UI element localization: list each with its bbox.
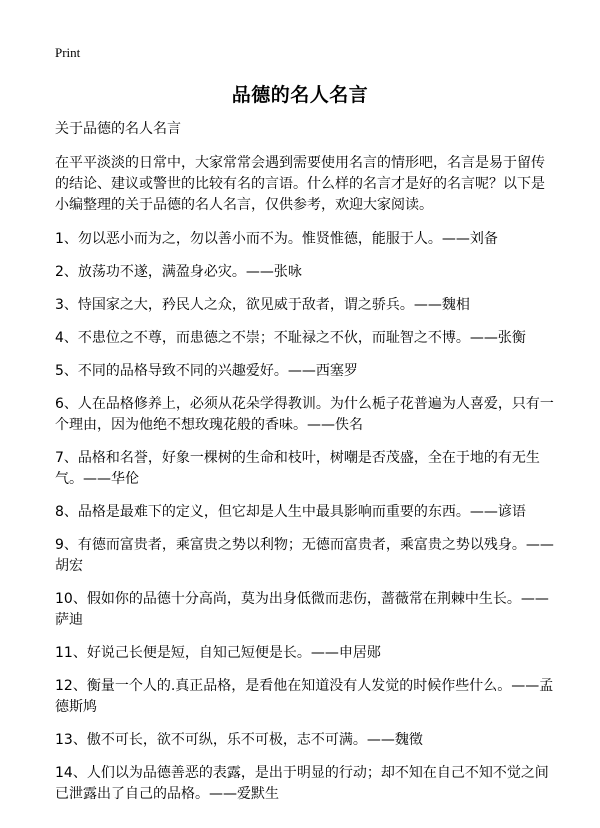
- quote-item: 12、衡量一个人的.真正品格，是看他在知道没有人发觉的时候作些什么。——孟德斯鸠: [55, 678, 554, 715]
- quote-item: 6、人在品格修养上，必须从花朵学得教训。为什么栀子花普遍为人喜爱，只有一个理由，因为他绝不想玫瑰花般的香味。——佚名: [55, 396, 554, 433]
- quote-item: 1、勿以恶小而为之，勿以善小而不为。惟贤惟德，能服于人。——刘备: [55, 231, 498, 247]
- quote-item: 13、傲不可长，欲不可纵，乐不可极，志不可满。——魏徵: [55, 732, 423, 748]
- quote-item: 4、不患位之不尊，而患德之不崇；不耻禄之不伙，而耻智之不博。——张衡: [55, 330, 526, 346]
- article-body: [55, 119, 557, 817]
- quote-item: 11、好说己长便是短，自知己短便是长。——申居郧: [55, 645, 381, 661]
- quote-item: 14、人们以为品德善恶的表露，是出于明显的行动；却不知在自己不知不觉之间已泄露出了自己的品格。——爱默生: [55, 765, 549, 802]
- quote-item: 10、假如你的品德十分高尚，莫为出身低微而悲伤，蔷薇常在荆棘中生长。——萨迪: [55, 591, 549, 628]
- intro-paragraph: 在平平淡淡的日常中，大家常常会遇到需要使用名言的情形吧，名言是易于留传的结论、建议或警世的比较有名的言语。什么样的名言才是好的名言呢？以下是小编整理的关于品德的名人名言，仅供参考，欢迎大家阅读。: [55, 155, 545, 213]
- quote-item: 5、不同的品格导致不同的兴趣爱好。——西塞罗: [55, 363, 358, 379]
- quote-item: 9、有德而富贵者，乘富贵之势以利物；无德而富贵者，乘富贵之势以残身。——胡宏: [55, 537, 554, 574]
- quote-item: 3、恃国家之大，矜民人之众，欲见威于敌者，谓之骄兵。——魏相: [55, 297, 470, 313]
- page-title: 品德的名人名言: [231, 84, 369, 106]
- quote-item: 7、品格和名誉，好象一棵树的生命和枝叶，树嘲是否茂盛，全在于地的有无生气。——华伦: [55, 450, 540, 487]
- quote-item: 8、品格是最难下的定义，但它却是人生中最具影响而重要的东西。——谚语: [55, 504, 526, 520]
- quote-list: [55, 229, 557, 805]
- article-subtitle: 关于品德的名人名言: [55, 121, 181, 137]
- quote-item: 2、放荡功不遂，满盈身必灾。——张咏: [55, 264, 302, 280]
- print-link[interactable]: Print: [55, 45, 81, 60]
